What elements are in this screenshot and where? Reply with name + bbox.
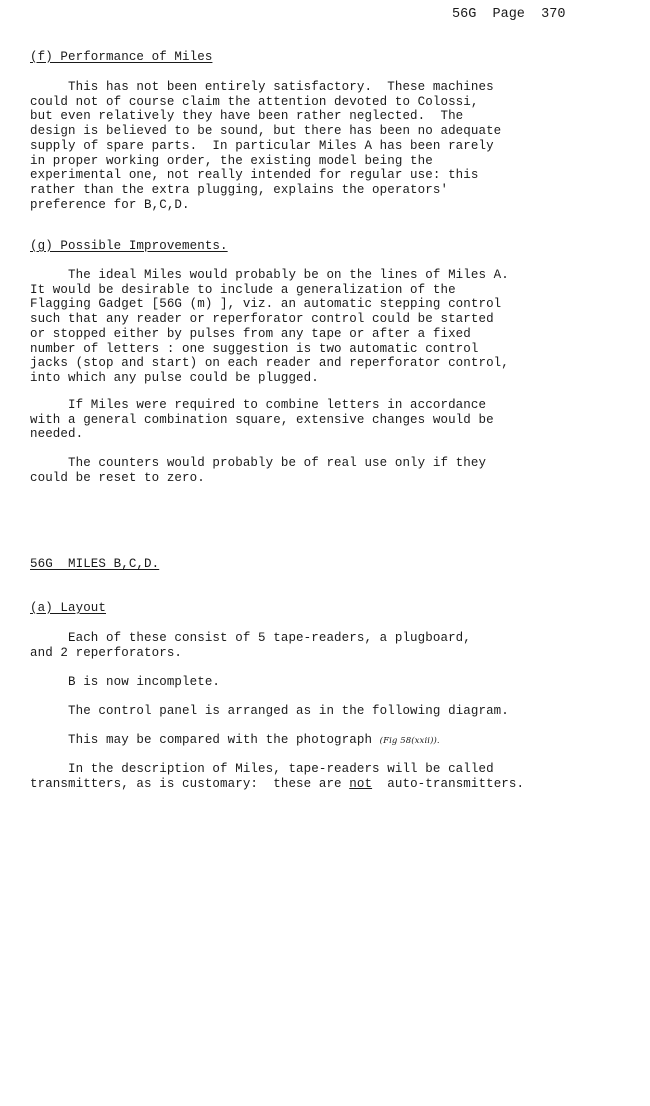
text-line: rather than the extra plugging, explains the operators' [30,182,449,197]
section-56g-heading: 56G MILES B,C,D. [30,557,160,571]
text-line: The counters would probably be of real use only if they [30,456,487,470]
handwritten-reference: (Fig 58(xxii)). [379,736,440,746]
underlined-word: not [349,776,373,791]
text-line: This has not been entirely satisfactory. These machines [30,80,494,94]
text-line: transmitters, as is customary: these are [30,776,350,791]
section-f-heading: (f) Performance of Miles [30,50,213,64]
text-line: jacks (stop and start) on each reader and reperforator control, [30,356,509,371]
section-a-paragraph-4 [30,733,440,749]
section-g-heading: (g) Possible Improvements. [30,239,228,253]
text-line: If Miles were required to combine letters in accordance [30,398,487,412]
section-a-paragraph-5-line-2 [30,777,524,792]
text-line: Flagging Gadget [56G (m) ], viz. an automatic stepping control [30,297,502,312]
text-line: and 2 reperforators. [30,645,183,660]
text-line: or stopped either by pulses from any tape or after a fixed [30,326,471,341]
text-line: supply of spare parts. In particular Miles A has been rarely [30,138,494,153]
page-number: 56G Page 370 [452,7,566,22]
text-line: needed. [30,427,84,442]
text-line: into which any pulse could be plugged. [30,370,319,385]
text-line: but even relatively they have been rather neglected. The [30,109,464,124]
text-line: with a general combination square, extensive changes would be [30,412,494,427]
section-a-paragraph-3: The control panel is arranged as in the following diagram. [30,704,509,718]
section-a-paragraph-2: B is now incomplete. [30,675,221,689]
text-line: in proper working order, the existing model being the [30,153,433,168]
text-line: auto-transmitters. [372,776,525,791]
text-line: It would be desirable to include a generalization of the [30,282,456,297]
section-a-paragraph-5-line-1: In the description of Miles, tape-readers will be called [30,762,494,776]
text-line: such that any reader or reperforator control could be started [30,312,494,327]
text-line: design is believed to be sound, but there has been no adequate [30,124,502,139]
text-line: experimental one, not really intended for regular use: this [30,168,479,183]
text-line: could be reset to zero. [30,470,205,485]
text-line: preference for B,C,D. [30,197,190,212]
text-line: The ideal Miles would probably be on the lines of Miles A. [30,268,509,282]
section-a-heading: (a) Layout [30,601,107,615]
text-line: number of letters : one suggestion is two automatic control [30,341,479,356]
text-line: This may be compared with the photograph [30,733,380,747]
text-line: Each of these consist of 5 tape-readers, a plugboard, [30,631,471,645]
text-line: could not of course claim the attention devoted to Colossi, [30,94,479,109]
